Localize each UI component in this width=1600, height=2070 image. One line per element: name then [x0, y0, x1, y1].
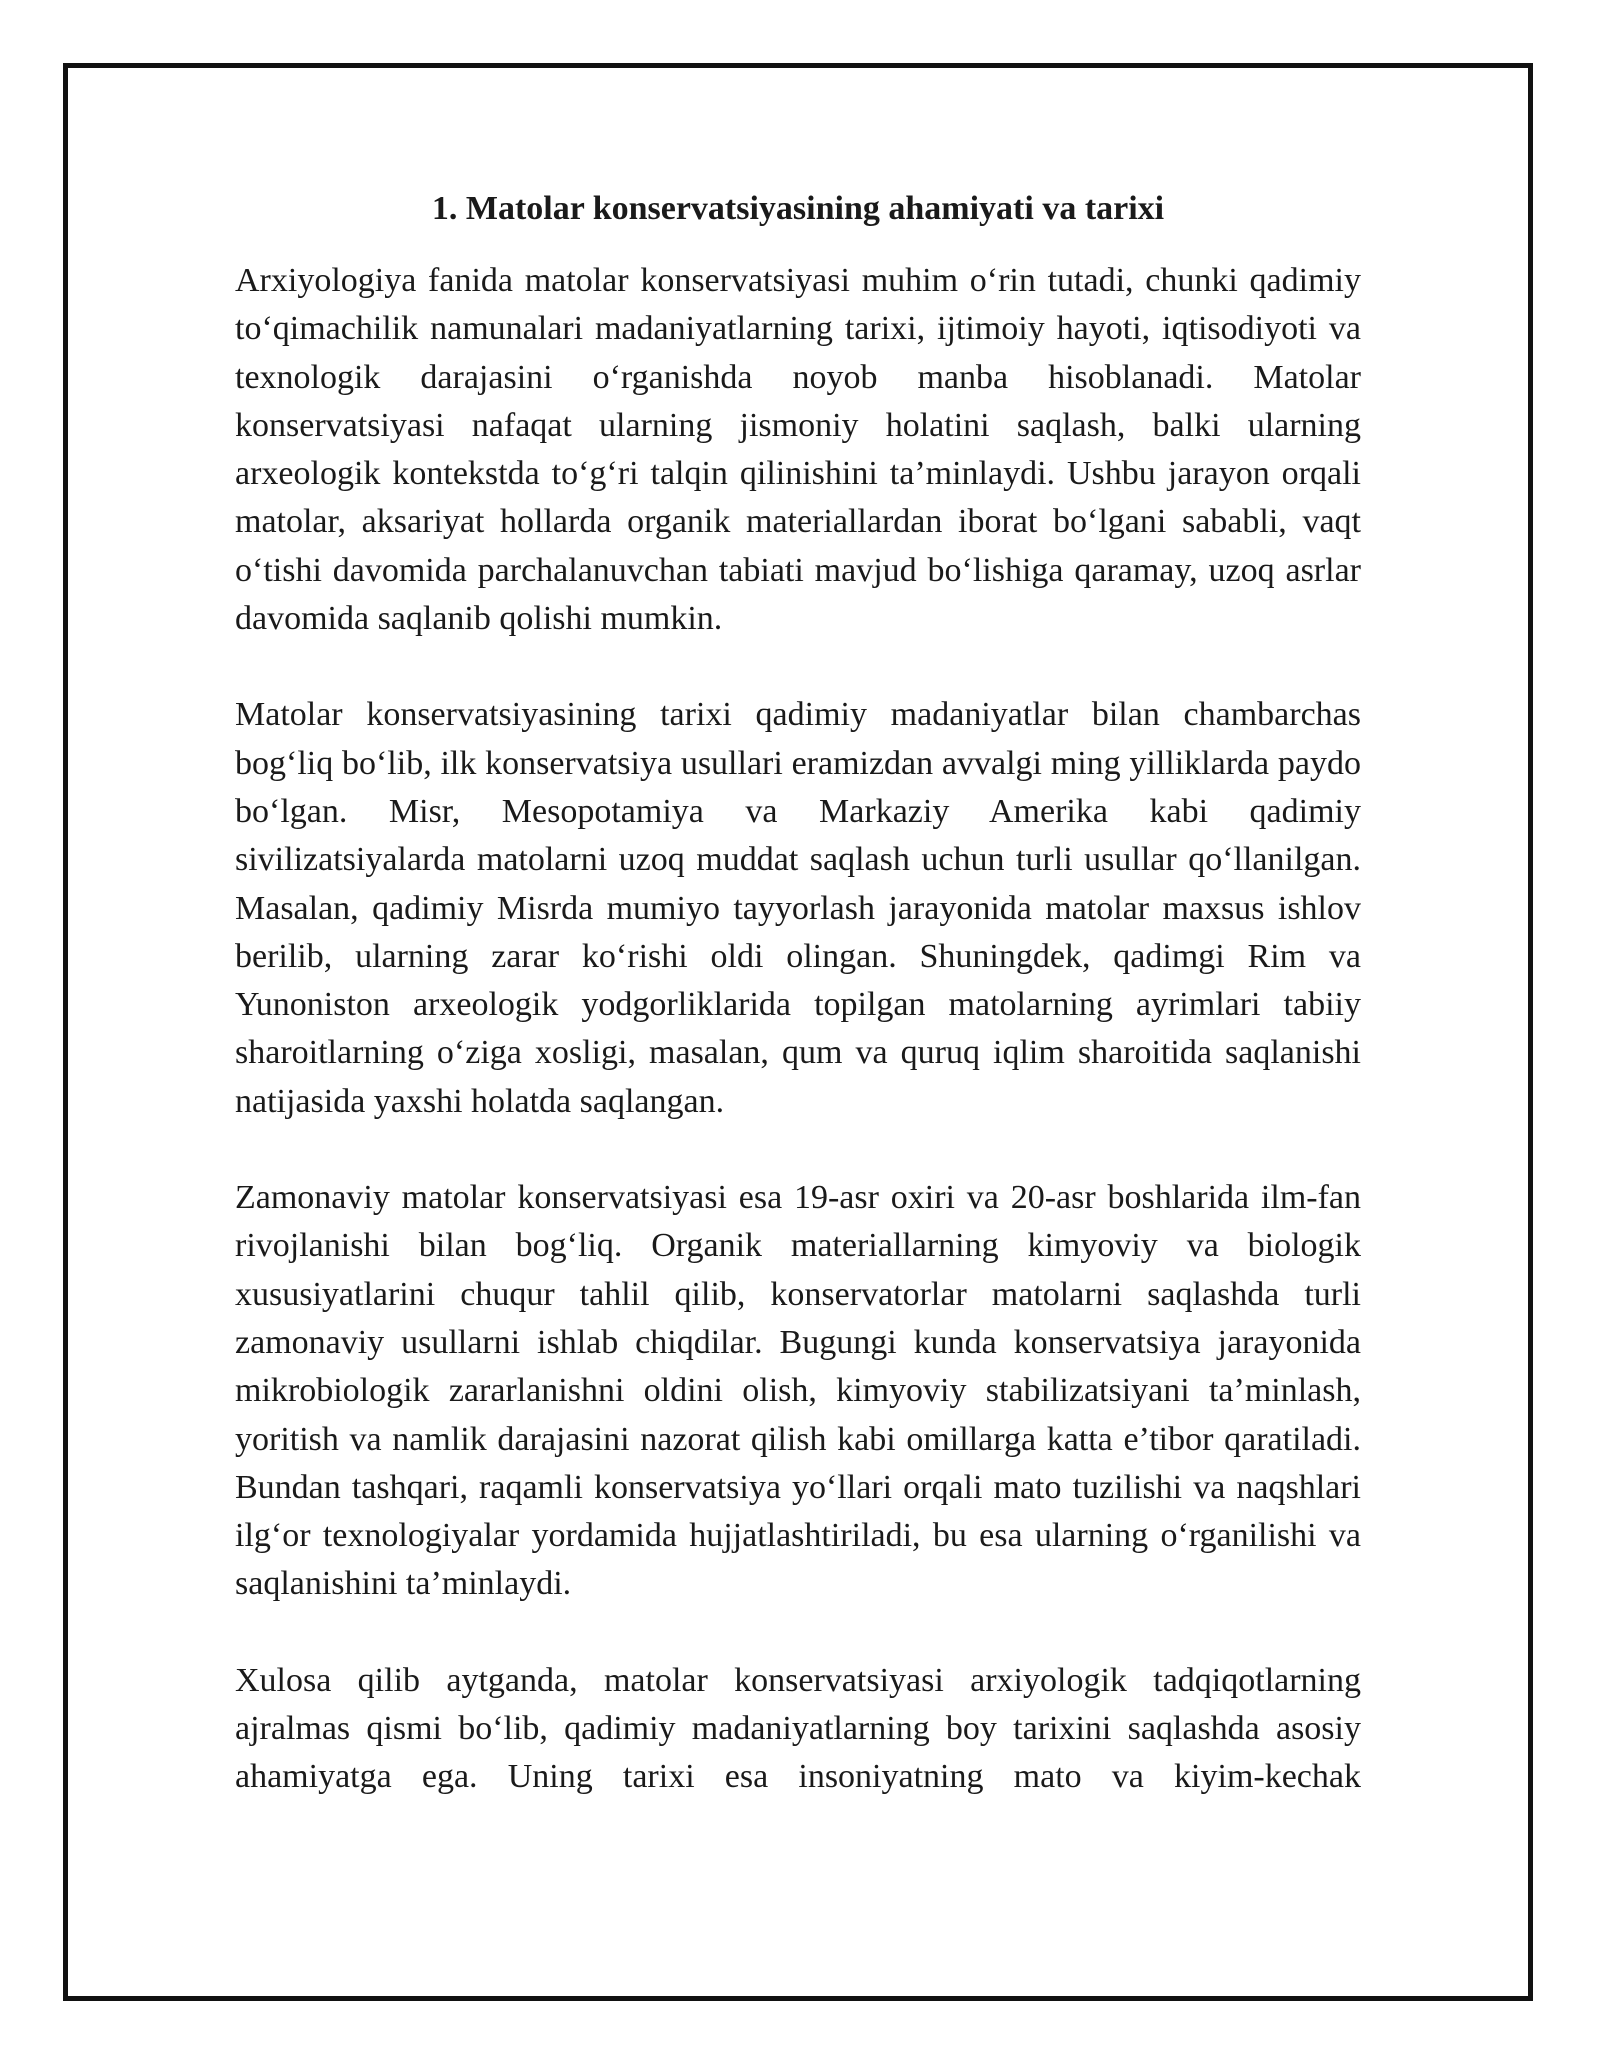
- paragraph-3: Zamonaviy matolar konservatsiyasi esa 19-asr oxiri va 20-asr boshlarida ilm-fan rivojlanishi bilan bog‘liq. Organik materiallarning kimyoviy va biologik xususiyatlarini chuqur tahlil qilib, konservatorlar matolarni saqlashda turli zamonaviy usullarni ishlab chiqdilar. Bugungi kunda konservatsiya jarayonida mikrobiologik zararlanishni oldini olish, kimyoviy stabilizatsiyani ta’minlash, yoritish va namlik darajasini nazorat qilish kabi omillarga katta e’tibor qaratiladi. Bundan tashqari, raqamli konservatsiya yo‘llari orqali mato tuzilishi va naqshlari ilg‘or texnologiyalar yordamida hujjatlashtiriladi, bu esa ularning o‘rganilishi va saqlanishini ta’minlaydi.: [235, 1179, 1361, 1603]
- paragraph-1: Arxiyologiya fanida matolar konservatsiyasi muhim o‘rin tutadi, chunki qadimiy to‘qimachilik namunalari madaniyatlarning tarixi, ijtimoiy hayoti, iqtisodiyoti va texnologik darajasini o‘rganishda noyob manba hisoblanadi. Matolar konservatsiyasi nafaqat ularning jismoniy holatini saqlash, balki ularning arxeologik kontekstda to‘g‘ri talqin qilinishini ta’minlaydi. Ushbu jarayon orqali matolar, aksariyat hollarda organik materiallardan iborat bo‘lgani sababli, vaqt o‘tishi davomida parchalanuvchan tabiati mavjud bo‘lishiga qaramay, uzoq asrlar davomida saqlanib qolishi mumkin.: [235, 262, 1361, 638]
- document-body: [235, 185, 1361, 1802]
- document-title: 1. Matolar konservatsiyasining ahamiyati va tarixi: [431, 190, 1165, 227]
- paragraph-2: Matolar konservatsiyasining tarixi qadimiy madaniyatlar bilan chambarchas bog‘liq bo‘lib, ilk konservatsiya usullari eramizdan avvalgi ming yilliklarda paydo bo‘lgan. Misr, Mesopotamiya va Markaziy Amerika kabi qadimiy sivilizatsiyalarda matolarni uzoq muddat saqlash uchun turli usullar qo‘llanilgan. Masalan, qadimiy Misrda mumiyo tayyorlash jarayonida matolar maxsus ishlov berilib, ularning zarar ko‘rishi oldi olingan. Shuningdek, qadimgi Rim va Yunoniston arxeologik yodgorliklarida topilgan matolarning ayrimlari tabiiy sharoitlarning o‘ziga xosligi, masalan, qum va quruq iqlim sharoitida saqlanishi natijasida yaxshi holatda saqlangan.: [235, 696, 1361, 1120]
- paragraph-4: Xulosa qilib aytganda, matolar konservatsiyasi arxiyologik tadqiqotlarning ajralmas qismi bo‘lib, qadimiy madaniyatlarning boy tarixini saqlashda asosiy ahamiyatga ega. Uning tarixi esa insoniyatning mato va kiyim-kechak: [235, 1661, 1361, 1796]
